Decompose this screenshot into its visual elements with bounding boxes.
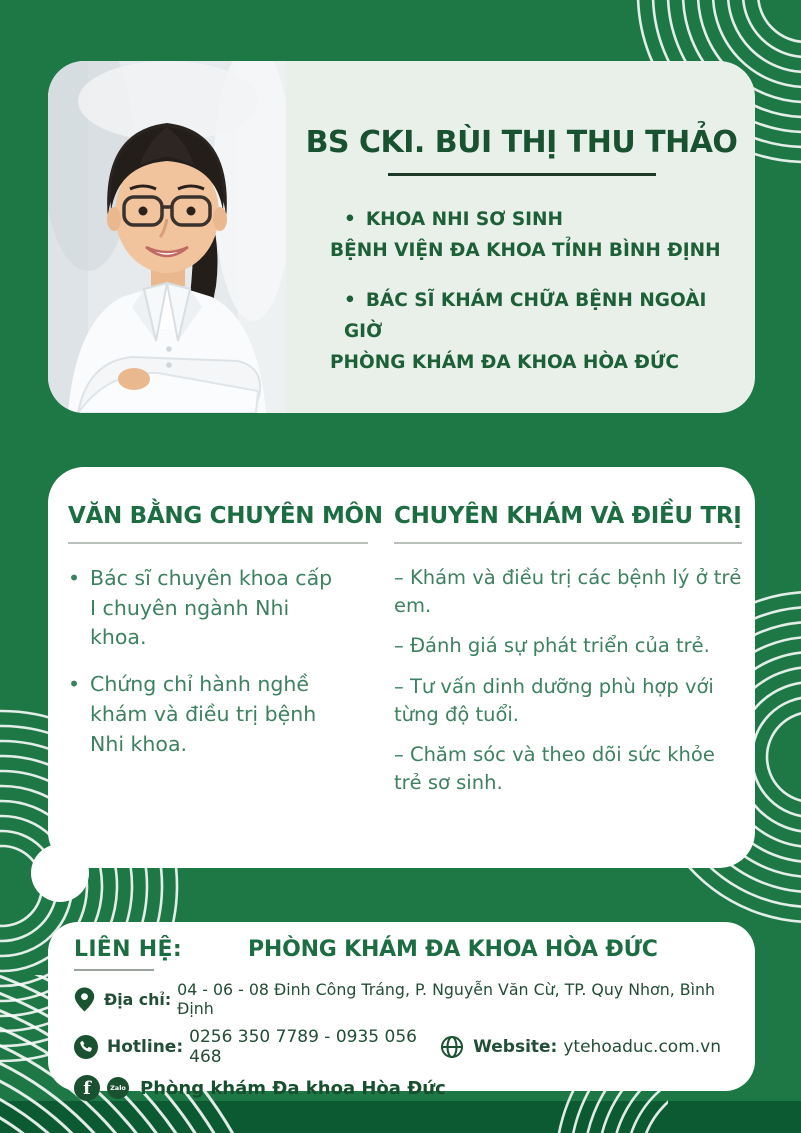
bullet-marker: • xyxy=(344,290,356,312)
zalo-glyph: Zalo xyxy=(110,1084,126,1092)
bullet-marker: • xyxy=(344,209,356,230)
bullet-marker: • xyxy=(68,672,81,697)
specialties-card xyxy=(48,467,755,868)
social-row xyxy=(74,1075,735,1101)
credential-line1: BÁC SĨ KHÁM CHỮA BỆNH NGOÀI GIỜ xyxy=(344,290,707,343)
address-value: 04 - 06 - 08 Đinh Công Tráng, P. Nguyễn Văn Cừ, TP. Quy Nhơn, Bình Định xyxy=(177,980,716,1018)
bullet-marker: • xyxy=(68,566,81,590)
website-label: Website: xyxy=(473,1037,558,1057)
list-item: – Đánh giá sự phát triển của trẻ. xyxy=(394,634,710,658)
hotline-row xyxy=(74,1027,735,1067)
phone-icon xyxy=(74,1035,98,1059)
divider xyxy=(68,542,368,544)
name-underline xyxy=(388,173,656,176)
bottom-dark-strip xyxy=(0,1101,801,1133)
hotline-value[interactable]: 0256 350 7789 - 0935 056 468 xyxy=(189,1027,417,1067)
contact-label: LIÊN HỆ: xyxy=(74,937,182,962)
credential-line2: PHÒNG KHÁM ĐA KHOA HÒA ĐỨC xyxy=(330,352,679,374)
clinic-name: PHÒNG KHÁM ĐA KHOA HÒA ĐỨC xyxy=(247,937,658,962)
list-item: – Khám và điều trị các bệnh lý ở trẻ em. xyxy=(394,566,742,617)
qualifications-column xyxy=(68,503,383,868)
qualification-text: Bác sĩ chuyên khoa cấp I chuyên ngành Nhi khoa. xyxy=(90,566,333,650)
hotline-label: Hotline: xyxy=(107,1037,184,1057)
credential-line1: KHOA NHI SƠ SINH xyxy=(365,209,564,230)
social-page-name: Phòng khám Đa khoa Hòa Đức xyxy=(140,1077,446,1099)
treatments-title: CHUYÊN KHÁM VÀ ĐIỀU TRỊ xyxy=(394,503,742,529)
location-pin-icon xyxy=(74,987,95,1012)
list-item: – Chăm sóc và theo dõi sức khỏe trẻ sơ sinh. xyxy=(394,743,715,795)
address-label: Địa chỉ: xyxy=(104,989,172,1009)
list-item xyxy=(68,670,368,759)
treatments-column xyxy=(394,503,742,868)
zalo-icon[interactable] xyxy=(107,1077,129,1099)
credential-item xyxy=(330,204,741,266)
list-item: – Tư vấn dinh dưỡng phù hợp với từng độ tuổi. xyxy=(394,675,714,726)
qualification-text: Chứng chỉ hành nghề khám và điều trị bệnh Nhi khoa. xyxy=(90,672,317,756)
address-row xyxy=(74,980,735,1018)
doctor-name: BS CKI. BÙI THỊ THU THẢO xyxy=(305,125,738,160)
qualifications-title: VĂN BẰNG CHUYÊN MÔN xyxy=(68,503,383,529)
list-item xyxy=(68,564,368,653)
globe-icon xyxy=(440,1035,464,1059)
website-group xyxy=(440,1035,721,1059)
credential-line2: BỆNH VIỆN ĐA KHOA TỈNH BÌNH ĐỊNH xyxy=(330,240,721,262)
facebook-glyph: f xyxy=(83,1077,91,1099)
doctor-photo xyxy=(48,61,286,413)
doctor-info xyxy=(286,61,755,413)
contact-card xyxy=(48,922,755,1099)
doctor-header-card xyxy=(48,61,755,413)
facebook-icon[interactable] xyxy=(74,1075,100,1101)
divider xyxy=(394,542,742,544)
contact-underline xyxy=(74,969,154,971)
credential-item xyxy=(330,285,741,378)
website-value[interactable]: ytehoaduc.com.vn xyxy=(563,1037,721,1057)
